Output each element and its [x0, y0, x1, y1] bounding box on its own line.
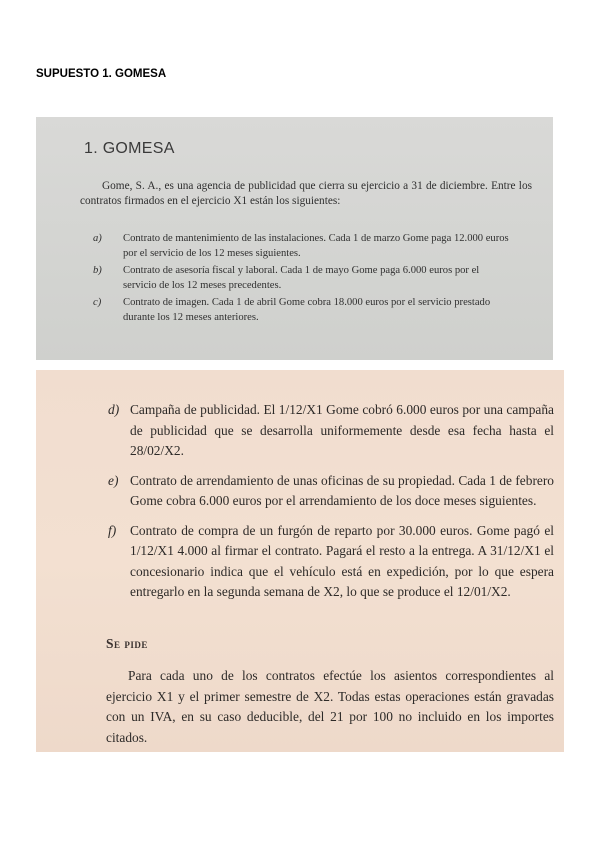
list-item: [93, 296, 513, 325]
scanned-page-excerpt-1: [36, 117, 553, 360]
list-item: [93, 232, 513, 261]
list-item-text: Contrato de asesoría fiscal y laboral. Cada 1 de mayo Gome paga 6.000 euros por el servicio de los 12 meses precedentes.: [123, 265, 480, 291]
list-marker: d): [108, 402, 120, 417]
list-marker: a): [93, 233, 102, 244]
section-heading: Se pide: [106, 636, 148, 651]
list-marker: f): [108, 522, 117, 538]
exercise-title: 1. GOMESA: [84, 140, 175, 157]
list-marker: c): [93, 297, 102, 308]
document-heading: SUPUESTO 1. GOMESA: [36, 68, 167, 80]
scanned-page-excerpt-2: [36, 370, 564, 752]
contract-list-2: [108, 400, 554, 612]
list-item-text: Contrato de imagen. Cada 1 de abril Gome cobra 18.000 euros por el servicio prestado durante los 12 meses anteriores.: [123, 297, 491, 323]
task-paragraph: Para cada uno de los contratos efectúe los asientos correspondientes al ejercicio X1 y el primer semestre de X2. Todas estas operaciones están gravadas con un IVA, en su caso deducible, del 21 por 100 no incluido en los importes citados.: [106, 668, 554, 745]
list-item-text: Contrato de compra de un furgón de reparto por 30.000 euros. Gome pagó el 1/12/X1 4.000 al firmar el contrato. Pagará el resto a la entrega. A 31/12/X1 el concesionario indica que el vehículo está en expedición, por lo que espera entregarlo en la segunda semana de X2, lo que se produce el 12/01/X2.: [130, 522, 554, 599]
list-item: [108, 400, 554, 462]
list-item-text: Campaña de publicidad. El 1/12/X1 Gome cobró 6.000 euros por una campaña de publicidad que se desarrolla uniformemente desde esa fecha hasta el 28/02/X2.: [130, 402, 554, 458]
list-marker: b): [93, 265, 102, 276]
exercise-intro: Gome, S. A., es una agencia de publicidad que cierra su ejercicio a 31 de diciembre. Entre los contratos firmados en el ejercicio X1 están los siguientes:: [80, 180, 532, 207]
list-item: [108, 471, 554, 512]
list-item-text: Contrato de mantenimiento de las instalaciones. Cada 1 de marzo Gome paga 12.000 euros por el servicio de los 12 meses siguientes.: [123, 233, 509, 259]
list-item: [108, 521, 554, 603]
list-marker: e): [108, 472, 119, 488]
list-item-text: Contrato de arrendamiento de unas oficinas de su propiedad. Cada 1 de febrero Gome cobra 6.000 euros por el arrendamiento de los doce meses siguientes.: [130, 472, 554, 508]
contract-list-1: [93, 232, 513, 328]
list-item: [93, 264, 513, 293]
